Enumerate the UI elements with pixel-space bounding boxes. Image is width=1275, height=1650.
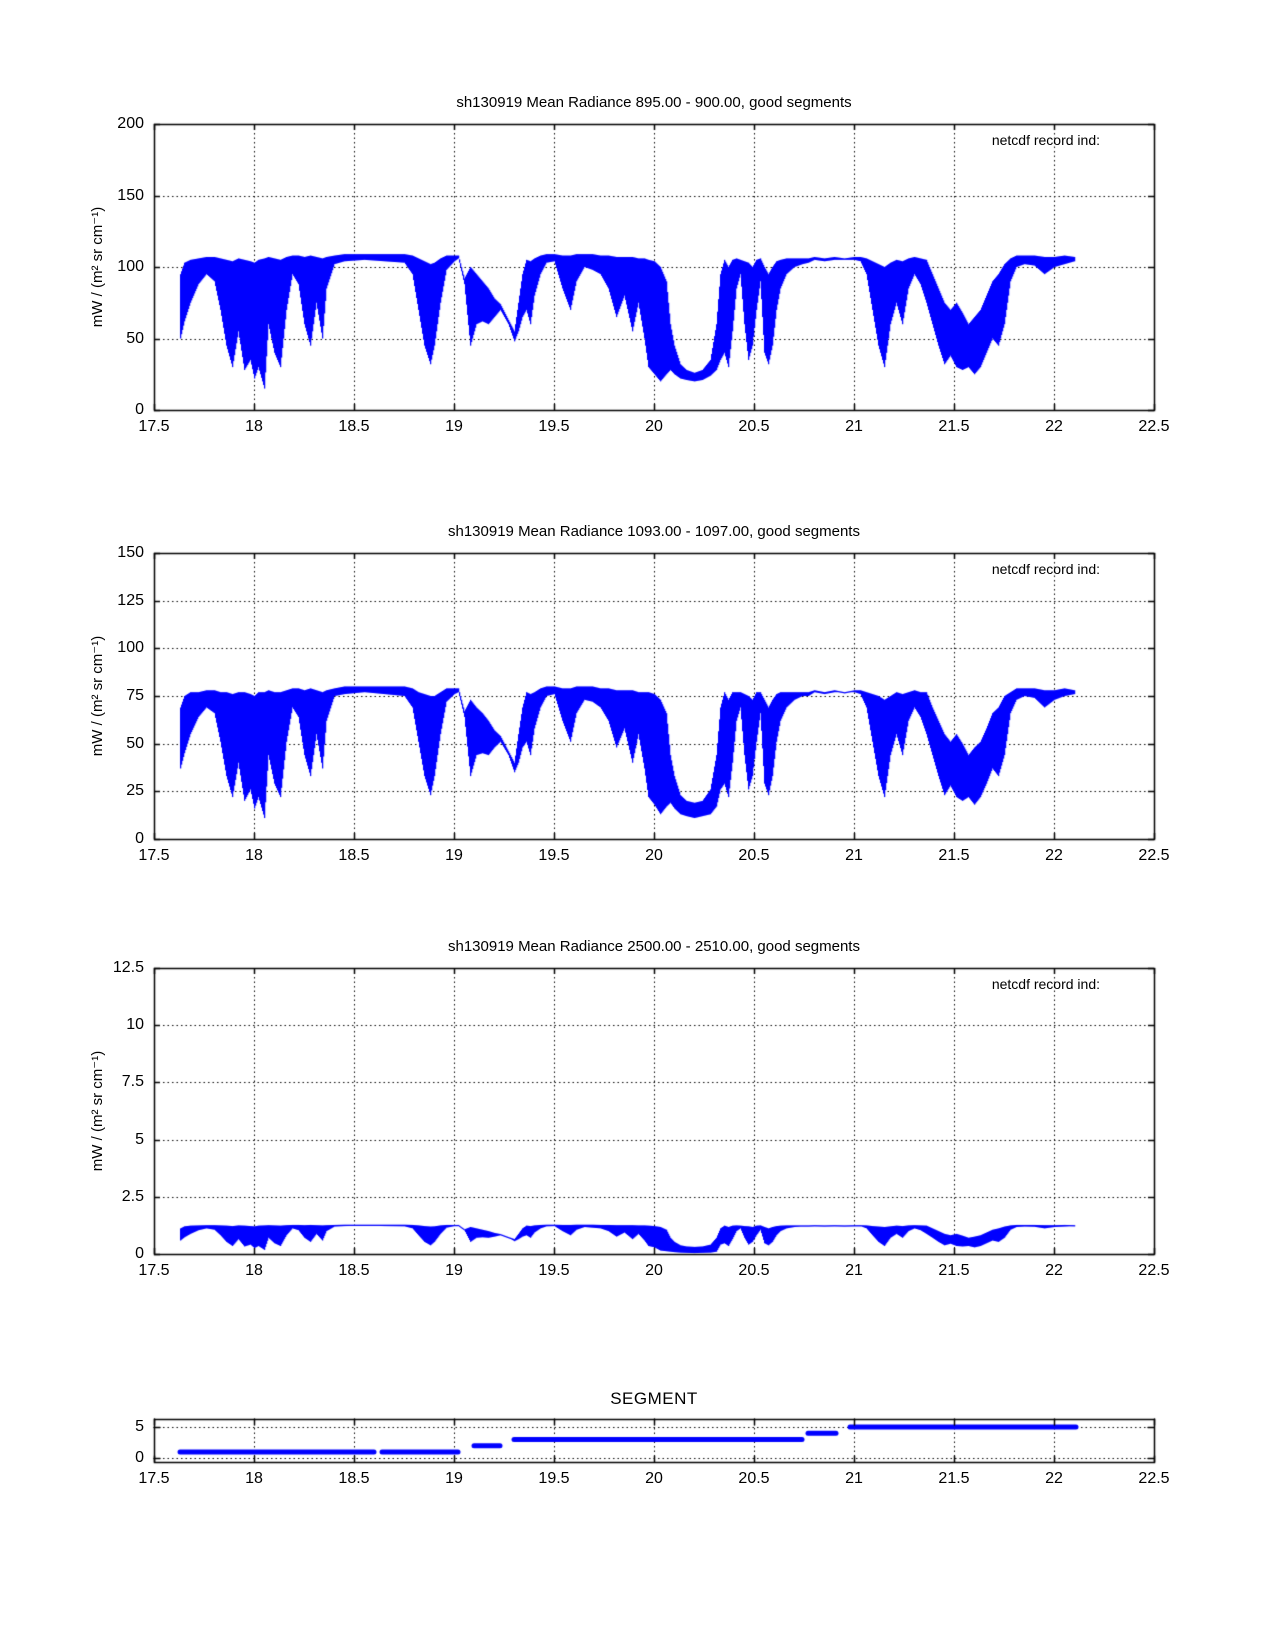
y-tick-label: 0 [135, 1245, 144, 1262]
x-tick-label: 21.5 [938, 847, 970, 864]
x-tick-label: 21 [845, 1470, 863, 1487]
x-tick-label: 18 [245, 418, 263, 435]
x-tick-label: 22.5 [1138, 847, 1170, 864]
panel2-netcdf-annotation: netcdf record ind: [991, 561, 1100, 577]
segment-panel-title: SEGMENT [610, 1389, 698, 1408]
x-tick-label: 20 [645, 1470, 663, 1487]
panel3-title: sh130919 Mean Radiance 2500.00 - 2510.00, good segments [448, 938, 860, 955]
x-tick-label: 22.5 [1138, 1262, 1170, 1279]
x-tick-label: 20 [645, 418, 663, 435]
x-tick-label: 19.5 [538, 418, 570, 435]
panel1-netcdf-annotation: netcdf record ind: [991, 132, 1100, 148]
panel3-netcdf-annotation: netcdf record ind: [991, 976, 1100, 992]
x-tick-label: 21 [845, 1262, 863, 1279]
x-tick-label: 19 [445, 847, 463, 864]
y-tick-label: 0 [135, 1449, 144, 1466]
x-tick-label: 20.5 [738, 1262, 770, 1279]
y-tick-label: 100 [117, 258, 144, 275]
panel1-title: sh130919 Mean Radiance 895.00 - 900.00, good segments [456, 94, 852, 111]
x-tick-label: 18 [245, 847, 263, 864]
x-tick-label: 19.5 [538, 1470, 570, 1487]
x-tick-label: 22.5 [1138, 1470, 1170, 1487]
x-tick-label: 22 [1045, 418, 1063, 435]
x-tick-label: 17.5 [138, 1262, 170, 1279]
y-tick-label: 2.5 [121, 1188, 144, 1205]
x-tick-label: 18.5 [338, 1470, 370, 1487]
y-tick-label: 5 [135, 1131, 144, 1148]
x-tick-label: 18 [245, 1470, 263, 1487]
x-tick-label: 19.5 [538, 847, 570, 864]
y-tick-label: 200 [117, 115, 144, 132]
x-tick-label: 22.5 [1138, 418, 1170, 435]
panel3-y-axis-label: mW / (m² sr cm⁻¹) [89, 1050, 106, 1172]
x-tick-label: 20.5 [738, 1470, 770, 1487]
x-tick-label: 21.5 [938, 1262, 970, 1279]
x-tick-label: 22 [1045, 1470, 1063, 1487]
x-tick-label: 17.5 [138, 418, 170, 435]
y-tick-label: 50 [126, 735, 144, 752]
y-tick-label: 125 [117, 592, 144, 609]
x-tick-label: 19 [445, 1262, 463, 1279]
x-tick-label: 19.5 [538, 1262, 570, 1279]
x-tick-label: 19 [445, 1470, 463, 1487]
x-tick-label: 20 [645, 847, 663, 864]
y-tick-label: 50 [126, 330, 144, 347]
y-tick-label: 12.5 [112, 959, 144, 976]
x-tick-label: 21 [845, 847, 863, 864]
y-tick-label: 0 [135, 401, 144, 418]
y-tick-label: 100 [117, 639, 144, 656]
panel2-y-axis-label: mW / (m² sr cm⁻¹) [89, 635, 106, 757]
y-tick-label: 5 [135, 1418, 144, 1435]
panel1-y-axis-label: mW / (m² sr cm⁻¹) [89, 206, 106, 328]
x-tick-label: 17.5 [138, 847, 170, 864]
x-tick-label: 22 [1045, 847, 1063, 864]
x-tick-label: 21.5 [938, 418, 970, 435]
x-tick-label: 20.5 [738, 418, 770, 435]
x-tick-label: 18.5 [338, 847, 370, 864]
x-tick-label: 18.5 [338, 1262, 370, 1279]
x-tick-label: 20 [645, 1262, 663, 1279]
y-tick-label: 0 [135, 830, 144, 847]
x-tick-label: 18 [245, 1262, 263, 1279]
x-tick-label: 18.5 [338, 418, 370, 435]
x-tick-label: 21.5 [938, 1470, 970, 1487]
panel2-title: sh130919 Mean Radiance 1093.00 - 1097.00, good segments [448, 523, 860, 540]
y-tick-label: 25 [126, 782, 144, 799]
x-tick-label: 21 [845, 418, 863, 435]
x-tick-label: 17.5 [138, 1470, 170, 1487]
y-tick-label: 10 [126, 1016, 144, 1033]
x-tick-label: 19 [445, 418, 463, 435]
y-tick-label: 150 [117, 544, 144, 561]
y-tick-label: 75 [126, 687, 144, 704]
y-tick-label: 150 [117, 187, 144, 204]
y-tick-label: 7.5 [121, 1073, 144, 1090]
x-tick-label: 22 [1045, 1262, 1063, 1279]
x-tick-label: 20.5 [738, 847, 770, 864]
